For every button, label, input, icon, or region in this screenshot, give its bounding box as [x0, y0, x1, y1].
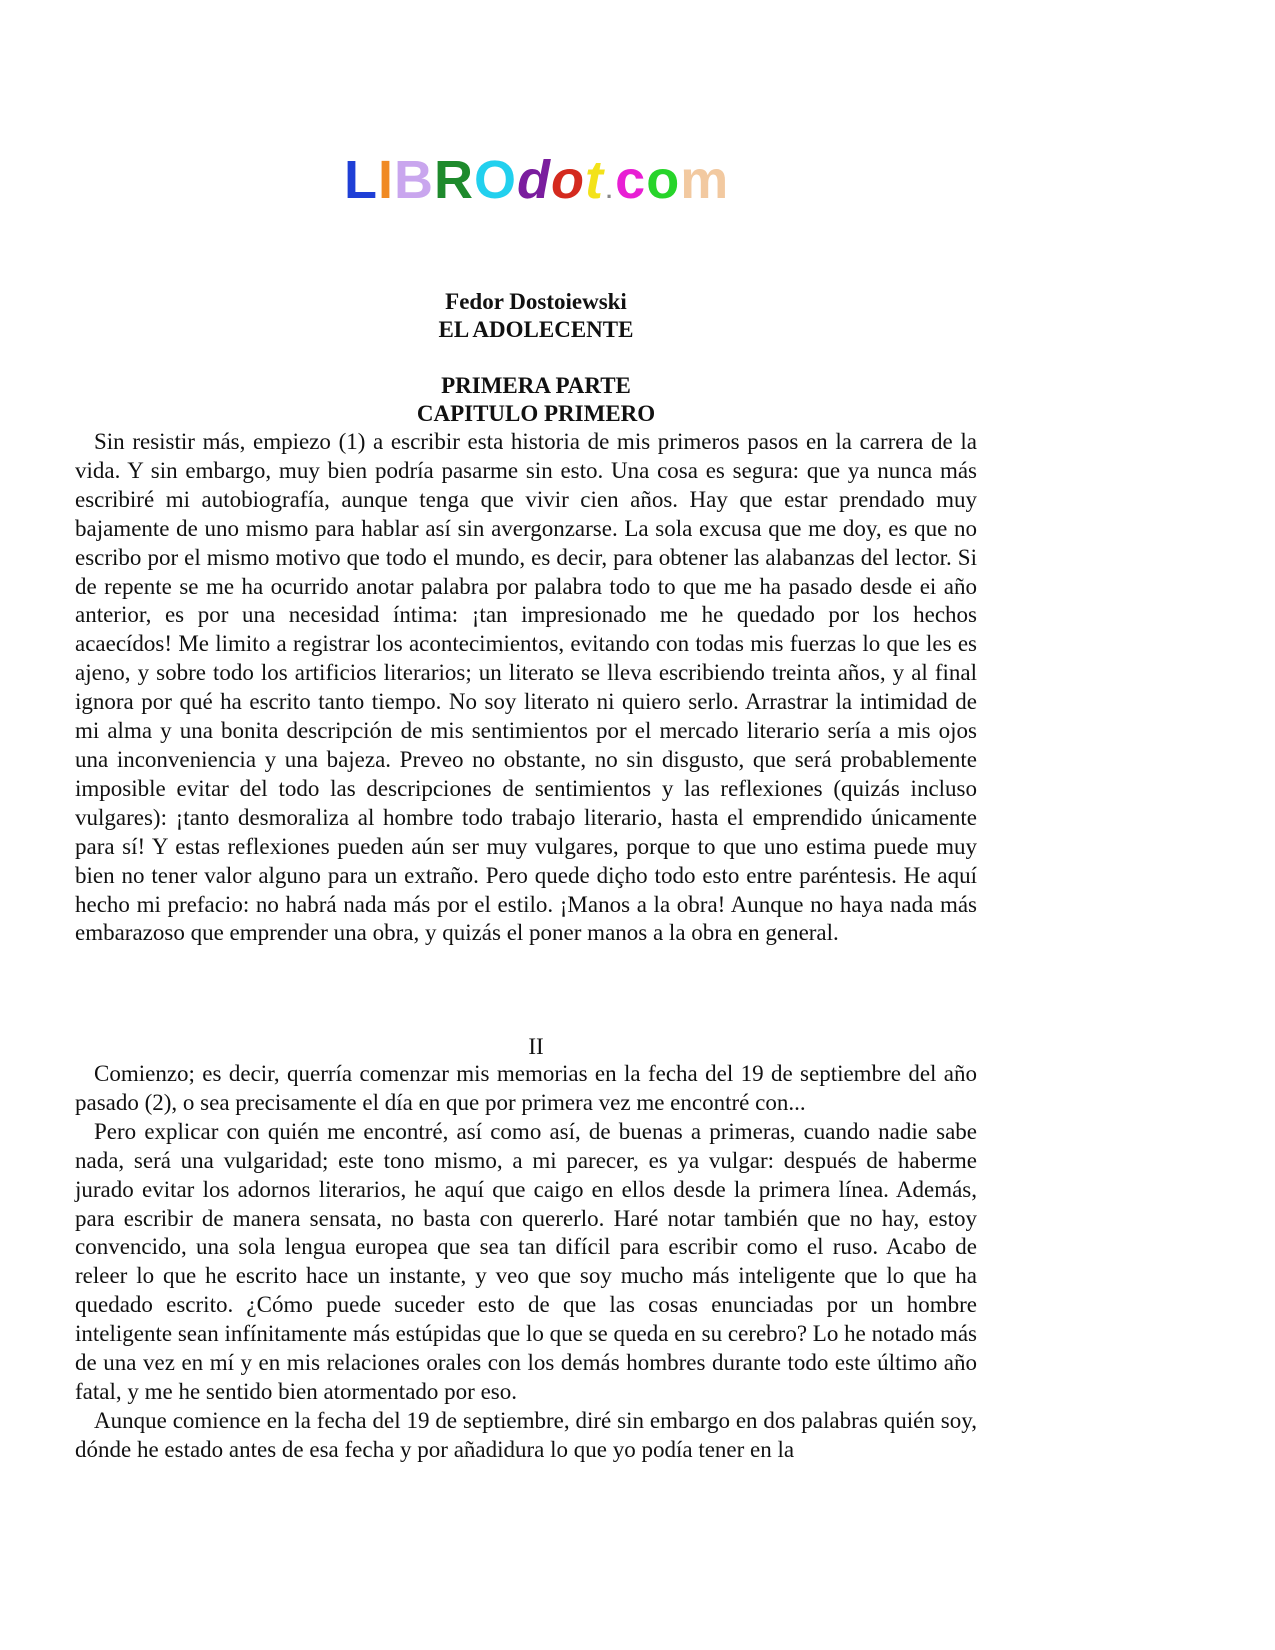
section-2-body — [75, 1060, 977, 1465]
paragraph: Sin resistir más, empiezo (1) a escribir esta historia de mis primeros pasos en la carrera de la vida. Y sin embargo, muy bien podría pasarme sin esto. Una cosa es segura: que ya nunca más escribiré mi autobiografía, aunque tenga que vivir cien años. Hay que estar prendado muy bajamente de uno mismo para hablar así sin avergonzarse. La sola excusa que me doy, es que no escribo por el mismo motivo que todo el mundo, es decir, para obtener las alabanzas del lector. Si de repente se me ha ocurrido anotar palabra por palabra todo to que me ha pasado desde ei año anterior, es por una necesidad íntima: ¡tan impresionado me he quedado por los hechos acaecídos! Me limito a registrar los acontecimientos, evitando con todas mis fuerzas lo que les es ajeno, y sobre todo los artificios literarios; un literato se lleva escribiendo treinta años, y al final ignora por qué ha escrito tanto tiempo. No soy literato ni quiero serlo. Arrastrar la intimidad de mi alma y una bonita descripción de mis sentimientos por el mercado literario sería a mis ojos una inconveniencia y una bajeza. Preveo no obstante, no sin disgusto, que será probablemente imposible evitar del todo las descripciones de sentimientos y las reflexiones (quizás incluso vulgares): ¡tanto desmoraliza al hombre todo trabajo literario, hasta el emprendido únicamente para sí! Y estas reflexiones pueden aún ser muy vulgares, porque to que uno estima puede muy bien no tener valor alguno para un extraño. Pero quede diçho todo esto entre paréntesis. He aquí hecho mi prefacio: no habrá nada más por el estilo. ¡Manos a la obra! Aunque no haya nada más embarazoso que emprender una obra, y quizás el poner manos a la obra en general. — [75, 429, 977, 946]
logo-letter: t — [585, 150, 605, 210]
logo-letter: O — [474, 150, 518, 210]
author-name: Fedor Dostoiewski — [445, 289, 627, 314]
logo-letter: B — [394, 150, 435, 210]
paragraph: Pero explicar con quién me encontré, así como así, de buenas a primeras, cuando nadie sabe nada, será una vulgaridad; este tono mismo, a mi parecer, es ya vulgar: después de haberme jurado evitar los adornos literarios, he aquí que caigo en ellos desde la primera línea. Además, para escribir de manera sensata, no basta con quererlo. Haré notar también que no hay, estoy convencido, una sola lengua europea que sea tan difícil para escribir como el ruso. Acabo de releer lo que he escrito hace un instante, y veo que soy mucho más inteligente que lo que ha quedado escrito. ¿Cómo puede suceder esto de que las cosas enunciadas por un hombre inteligente sean infínitamente más estúpidas que lo que se queda en su cerebro? Lo he notado más de una vez en mí y en mis relaciones orales con los demás hombres durante todo este último año fatal, y me he sentido bien atormentado por eso. — [75, 1118, 977, 1404]
logo-letter: I — [378, 150, 395, 210]
section-numeral: II — [528, 1034, 544, 1059]
logo-letter: L — [344, 150, 378, 210]
book-title: EL ADOLECENTE — [438, 317, 634, 342]
logo-letter: . — [606, 178, 614, 203]
logo-letter: m — [680, 150, 730, 210]
logo-letter: c — [615, 150, 647, 210]
section-1-body — [75, 428, 977, 948]
logo-letter: o — [551, 150, 586, 210]
paragraph: Comienzo; es decir, querría comenzar mis memorias en la fecha del 19 de septiembre del año pasado (2), o sea precisamente el día en que por primera vez me encontré con... — [75, 1061, 977, 1115]
logo-letter: R — [434, 150, 475, 210]
logo-letter: d — [517, 150, 552, 210]
part-heading: PRIMERA PARTE — [441, 373, 631, 398]
paragraph: Aunque comience en la fecha del 19 de septiembre, diré sin embargo en dos palabras quién soy, dónde he estado antes de esa fecha y por añadidura lo que yo podía tener en la — [75, 1407, 977, 1462]
chapter-heading: CAPITULO PRIMERO — [416, 401, 656, 426]
logo-letter: o — [646, 150, 681, 210]
librodot-logo — [344, 150, 729, 210]
